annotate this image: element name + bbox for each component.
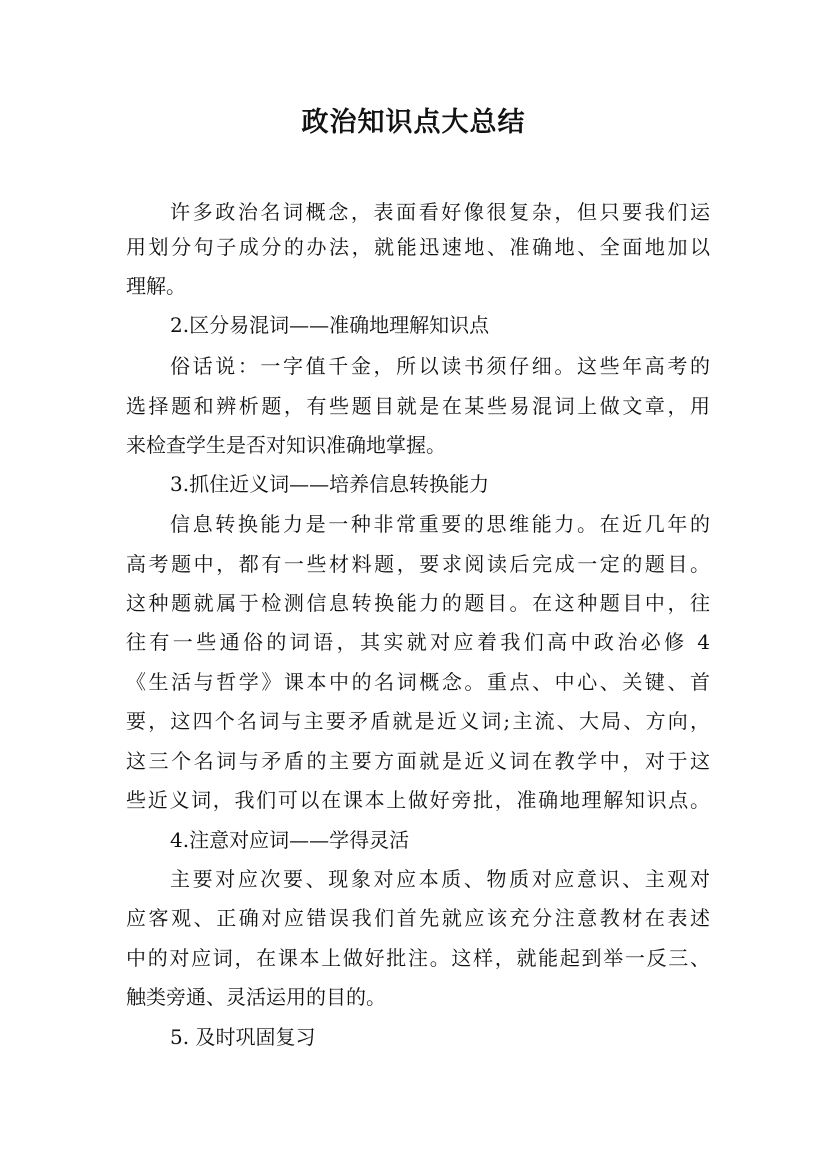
paragraph-line: 选择题和辨析题，有些题目就是在某些易混词上做文章，用 — [126, 394, 710, 418]
paragraph-line: 中的对应词，在课本上做好批注。这样，就能起到举一反三、 — [126, 946, 710, 970]
paragraph-line: 要，这四个名词与主要矛盾就是近义词;主流、大局、方向， — [126, 709, 710, 733]
section-heading: 3.抓住近义词——培养信息转换能力 — [170, 472, 490, 496]
paragraph-line: 俗话说：一字值千金，所以读书须仔细。这些年高考的 — [170, 354, 710, 378]
paragraph-line: 用划分句子成分的办法，就能迅速地、准确地、全面地加以 — [126, 235, 710, 259]
paragraph-line: 往有一些通俗的词语，其实就对应着我们高中政治必修 4 — [126, 630, 710, 654]
paragraph-line: 主要对应次要、现象对应本质、物质对应意识、主观对 — [170, 867, 710, 891]
paragraph-line: 来检查学生是否对知识准确地掌握。 — [126, 433, 446, 457]
paragraph-line: 触类旁通、灵活运用的目的。 — [126, 985, 386, 1009]
paragraph-line: 《生活与哲学》课本中的名词概念。重点、中心、关键、首 — [126, 670, 710, 694]
document-title: 政治知识点大总结 — [301, 107, 526, 138]
paragraph-line: 高考题中，都有一些材料题，要求阅读后完成一定的题目。 — [126, 552, 710, 576]
paragraph-line: 应客观、正确对应错误我们首先就应该充分注意教材在表述 — [126, 906, 710, 930]
section-heading: 2.区分易混词——准确地理解知识点 — [170, 313, 490, 337]
paragraph-line: 这三个名词与矛盾的主要方面就是近义词在教学中，对于这 — [126, 749, 710, 773]
paragraph-line: 这种题就属于检测信息转换能力的题目。在这种题目中，往 — [126, 591, 710, 615]
paragraph-line: 些近义词，我们可以在课本上做好旁批，准确地理解知识点。 — [126, 788, 710, 812]
paragraph-line: 信息转换能力是一种非常重要的思维能力。在近几年的 — [170, 512, 710, 536]
section-heading: 4.注意对应词——学得灵活 — [170, 828, 410, 852]
paragraph-line: 理解。 — [126, 274, 186, 298]
paragraph-line: 许多政治名词概念，表面看好像很复杂，但只要我们运 — [170, 200, 710, 224]
section-heading: 5. 及时巩固复习 — [170, 1025, 316, 1049]
